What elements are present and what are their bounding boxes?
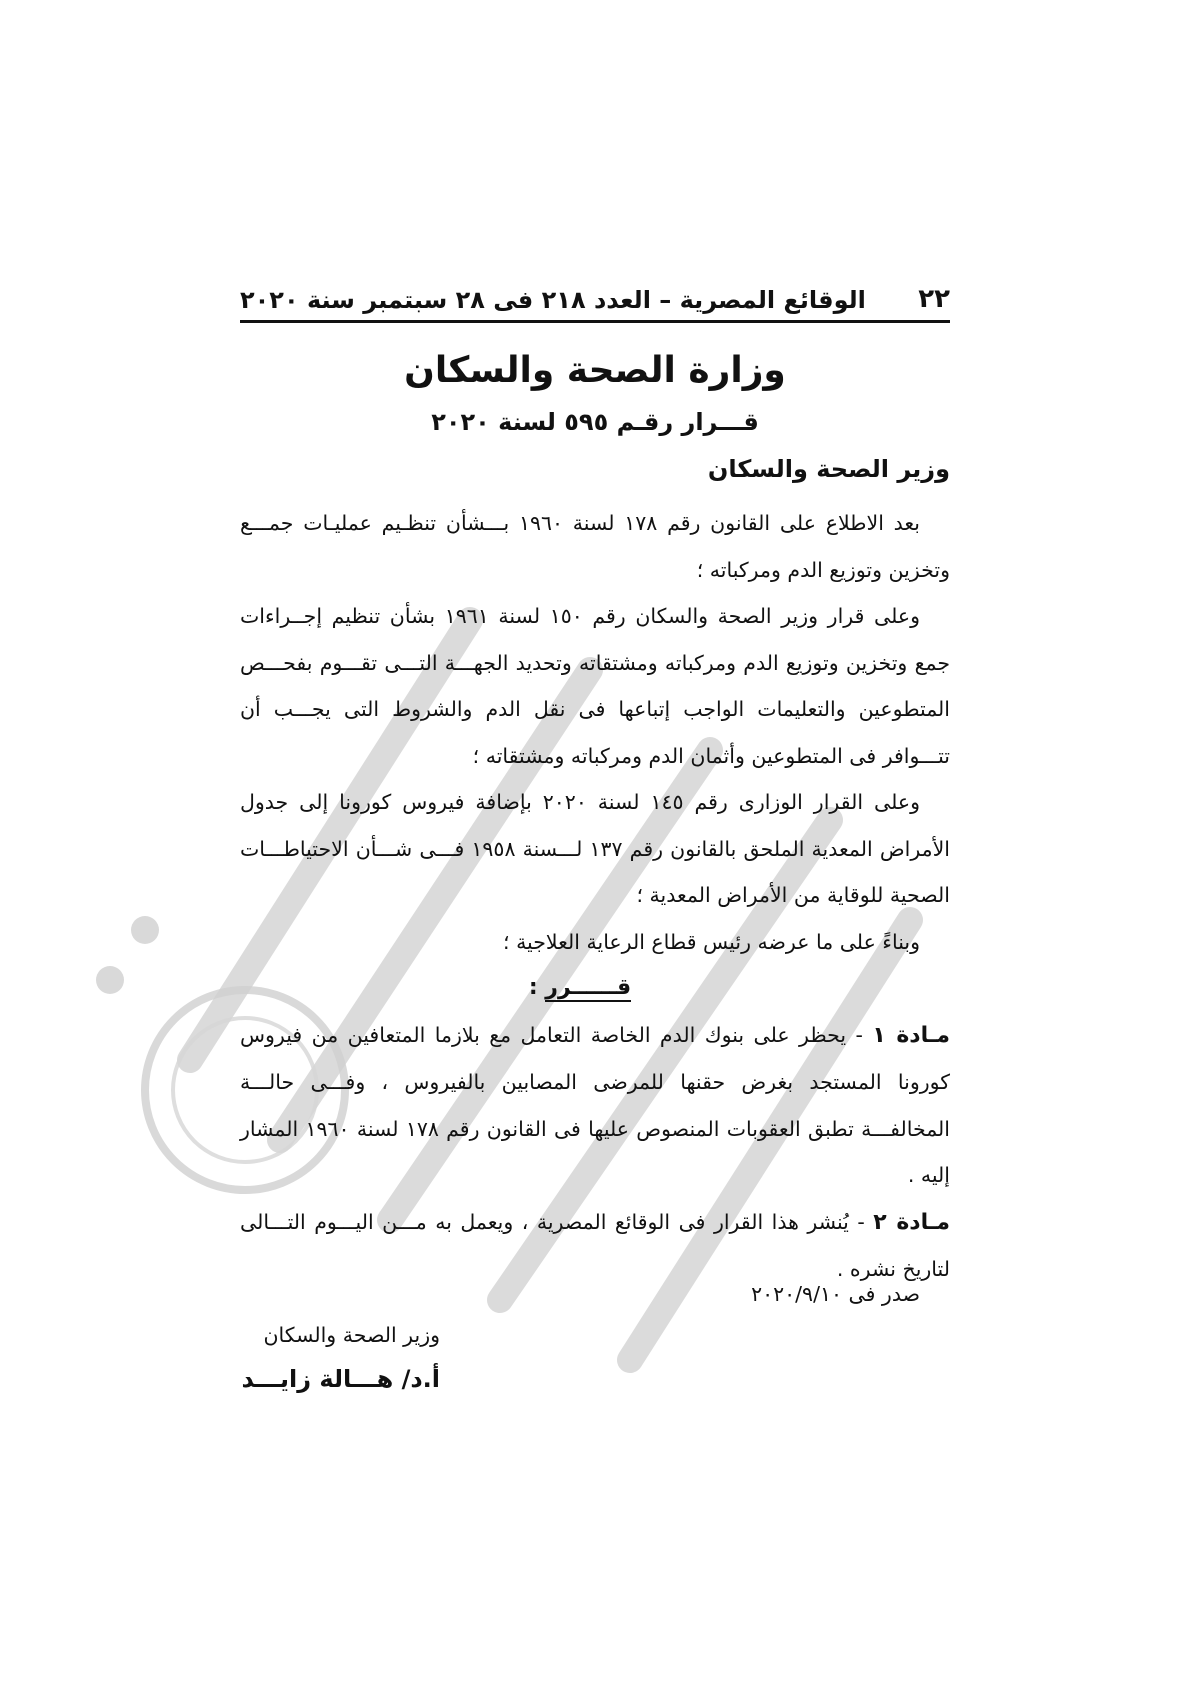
signatory-title: وزير الصحة والسكان	[263, 1323, 440, 1347]
preamble-paragraph: بعد الاطلاع على القانون رقم ١٧٨ لسنة ١٩٦٠ بـــشأن تنظـيم عمليـات جمـــع وتخزين وتوزيع الدم ومركباته ؛	[240, 511, 950, 582]
issue-line: الوقائع المصرية – العدد ٢١٨ فى ٢٨ سبتمبر سنة ٢٠٢٠	[240, 286, 866, 314]
preamble-paragraph: وعلى القرار الوزارى رقم ١٤٥ لسنة ٢٠٢٠ بإضافة فيروس كورونا إلى جدول الأمراض المعدية الملحق بالقانون رقم ١٣٧ لـــسنة ١٩٥٨ فـــى شـــأن الاحتياطـــات الصحية للوقاية من الأمراض المعدية ؛	[240, 790, 950, 907]
ministry-title: وزارة الصحة والسكان	[404, 350, 786, 391]
article-label: مـادة ٢	[873, 1209, 950, 1235]
decision-title: قـــرار رقـم ٥٩٥ لسنة ٢٠٢٠	[431, 408, 759, 436]
article-2	[240, 1199, 950, 1293]
article-text: - يحظر على بنوك الدم الخاصة التعامل مع بلازما المتعافين من فيروس كورونا المستجد بغرض حقنها للمرضى المصابين بالفيروس ، وفـــى حالـــة المخالفـــة تطبق العقوبات المنصوص عليها فى القانون رقم ١٧٨ لسنة ١٩٦٠ المشار إليه .	[240, 1022, 950, 1187]
decided-word: قــــــرر	[545, 975, 632, 1000]
minister-heading: وزير الصحة والسكان	[707, 455, 950, 483]
page-number: ٢٢	[918, 284, 950, 314]
article-text: - يُنشر هذا القرار فى الوقائع المصرية ، ويعمل به مـــن اليـــوم التـــالى لتاريخ نشره .	[240, 1209, 950, 1281]
article-label: مـادة ١	[872, 1022, 950, 1048]
issued-date: صدر فى ٢٠٢٠/٩/١٠	[751, 1282, 920, 1306]
decided-colon: :	[528, 975, 546, 1000]
signatory-name: أ.د/ هـــالة زايـــد	[241, 1365, 440, 1393]
article-1	[240, 1012, 950, 1199]
preamble-paragraph: وبناءً على ما عرضه رئيس قطاع الرعاية العلاجية ؛	[503, 929, 920, 954]
decided-heading	[240, 965, 950, 1012]
decision-body	[240, 500, 950, 1293]
preamble-paragraph: وعلى قرار وزير الصحة والسكان رقم ١٥٠ لسنة ١٩٦١ بشأن تنظيم إجــراءات جمع وتخزين وتوزيع الدم ومركباته ومشتقاته وتحديد الجهـــة التـــى تقـــوم بفحـــص المتطوعين والتعليمات الواجب إتباعها فى نقل الدم والشروط التى يجـــب أن تتـــوافر فى المتطوعين وأثمان الدم ومركباته ومشتقاته ؛	[240, 604, 950, 768]
page-header	[240, 270, 950, 323]
